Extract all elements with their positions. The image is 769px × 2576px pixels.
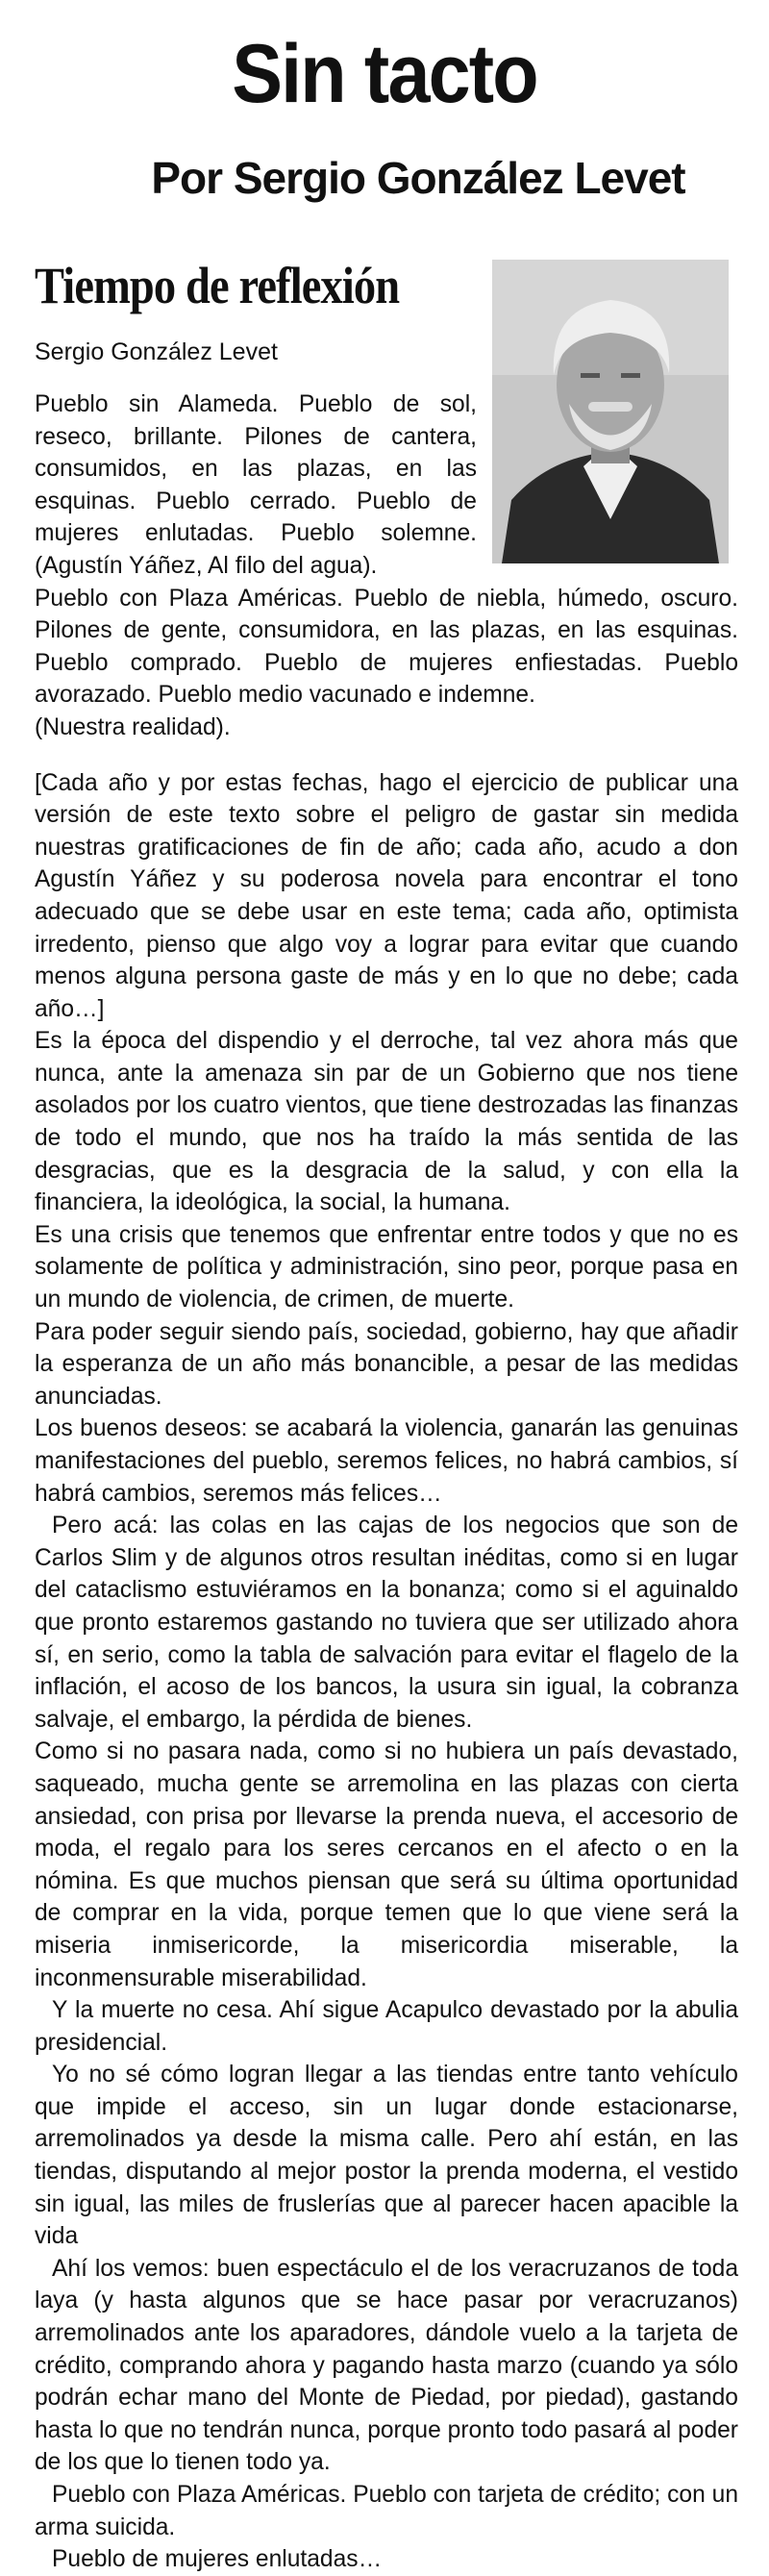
- article-headline: Tiempo de reflexión: [35, 257, 400, 314]
- paragraph: [Cada año y por estas fechas, hago el ejercicio de publicar una versión de este texto sobre el peligro de gastar sin medida nuestras gratificaciones de fin de año; cada año, acudo a don Agustín Yáñez y su poderosa novela para encontrar el tono adecuado que se debe usar en este tema; cada año, optimista irredento, pienso que algo voy a lograr para evitar que cuando menos alguna persona gaste de más y en lo que no debe; cada año…]: [35, 769, 738, 1022]
- paragraph: Para poder seguir siendo país, sociedad, gobierno, hay que añadir la esperanza de un año más bonancible, a pesar de las medidas anunciadas.: [35, 1318, 738, 1410]
- article-body: [35, 388, 738, 2576]
- paragraph: Pueblo sin Alameda. Pueblo de sol, reseco, brillante. Pilones de cantera, consumidos, en las plazas, en las esquinas. Pueblo cerrado. Pueblo de mujeres enlutadas. Pueblo solemne. (Agustín Yáñez, Al filo del agua).: [35, 391, 477, 579]
- paragraph: Y la muerte no cesa. Ahí sigue Acapulco devastado por la abulia presidencial.: [35, 1997, 738, 2056]
- article-author: Sergio González Levet: [35, 338, 278, 365]
- column-title: Sin tacto: [232, 28, 537, 120]
- paragraph: Como si no pasara nada, como si no hubiera un país devastado, saqueado, mucha gente se arremolina en las plazas con cierta ansiedad, con prisa por llevarse la prenda nueva, el accesorio de moda, el regalo para los seres cercanos en el afecto o en la nómina. Es que muchos piensan que será su última oportunidad de comprar en la vida, porque temen que lo que viene será la miseria inmisericorde, la misericordia miserable, la inconmensurable miserabilidad.: [35, 1738, 738, 1991]
- paragraph: Es una crisis que tenemos que enfrentar entre todos y que no es solamente de política y administración, sino peor, porque pasa en un mundo de violencia, de crimen, de muerte.: [35, 1221, 738, 1313]
- paragraph: Pero acá: las colas en las cajas de los negocios que son de Carlos Slim y de algunos otros resultan inéditas, como si en lugar del cataclismo estuviéramos en la bonanza; como si el aguinaldo que pronto estaremos gastando no tuviera que ser utilizado ahora sí, en serio, como la tabla de salvación para evitar el flagelo de la inflación, el acoso de los bancos, la usura sin igual, la cobranza salvaje, el embargo, la pérdida de bienes.: [35, 1513, 738, 1733]
- paragraph: Ahí los vemos: buen espectáculo el de los veracruzanos de toda laya (y hasta algunos que se hace pasar por veracruzanos) arremolinados ante los aparadores, dándole vuelo a la tarjeta de crédito, comprando ahora y pagando hasta marzo (cuando ya sólo podrán echar mano del Monte de Piedad, por piedad), gastando hasta lo que no tendrán nunca, porque pronto todo pasará al poder de los que lo tienen todo ya.: [35, 2255, 738, 2476]
- paragraph: Yo no sé cómo logran llegar a las tiendas entre tanto vehículo que impide el acceso, sin un lugar donde estacionarse, arremolinados ya desde la misma calle. Pero ahí están, en las tiendas, disputando al mejor postor la prenda moderna, el vestido sin igual, las miles de fruslerías que al parecer hacen apacible la vida: [35, 2062, 738, 2250]
- paragraph: Pueblo con Plaza Américas. Pueblo de niebla, húmedo, oscuro. Pilones de gente, consumidora, en las plazas, en las esquinas. Pueblo comprado. Pueblo de mujeres enfiestadas. Pueblo avorazado. Pueblo medio vacunado e indemne.: [35, 585, 738, 709]
- paragraph: Pueblo de mujeres enlutadas…: [52, 2546, 383, 2573]
- paragraph: (Nuestra realidad).: [35, 713, 231, 740]
- paragraph: Es la época del dispendio y el derroche, tal vez ahora más que nunca, ante la amenaza sin par de un Gobierno que nos tiene asolados por los cuatro vientos, que tiene destrozadas las finanzas de todo el mundo, que nos ha traído la más sentida de las desgracias, que es la desgracia de la salud, y con ella la financiera, la ideológica, la social, la humana.: [35, 1028, 738, 1216]
- paragraph: Los buenos deseos: se acabará la violencia, ganarán las genuinas manifestaciones del pueblo, seremos felices, no habrá cambios, sí habrá cambios, seremos más felices…: [35, 1415, 738, 1507]
- paragraph: Pueblo con Plaza Américas. Pueblo con tarjeta de crédito; con un arma suicida.: [35, 2482, 738, 2540]
- column-byline: Por Sergio González Levet: [151, 153, 685, 203]
